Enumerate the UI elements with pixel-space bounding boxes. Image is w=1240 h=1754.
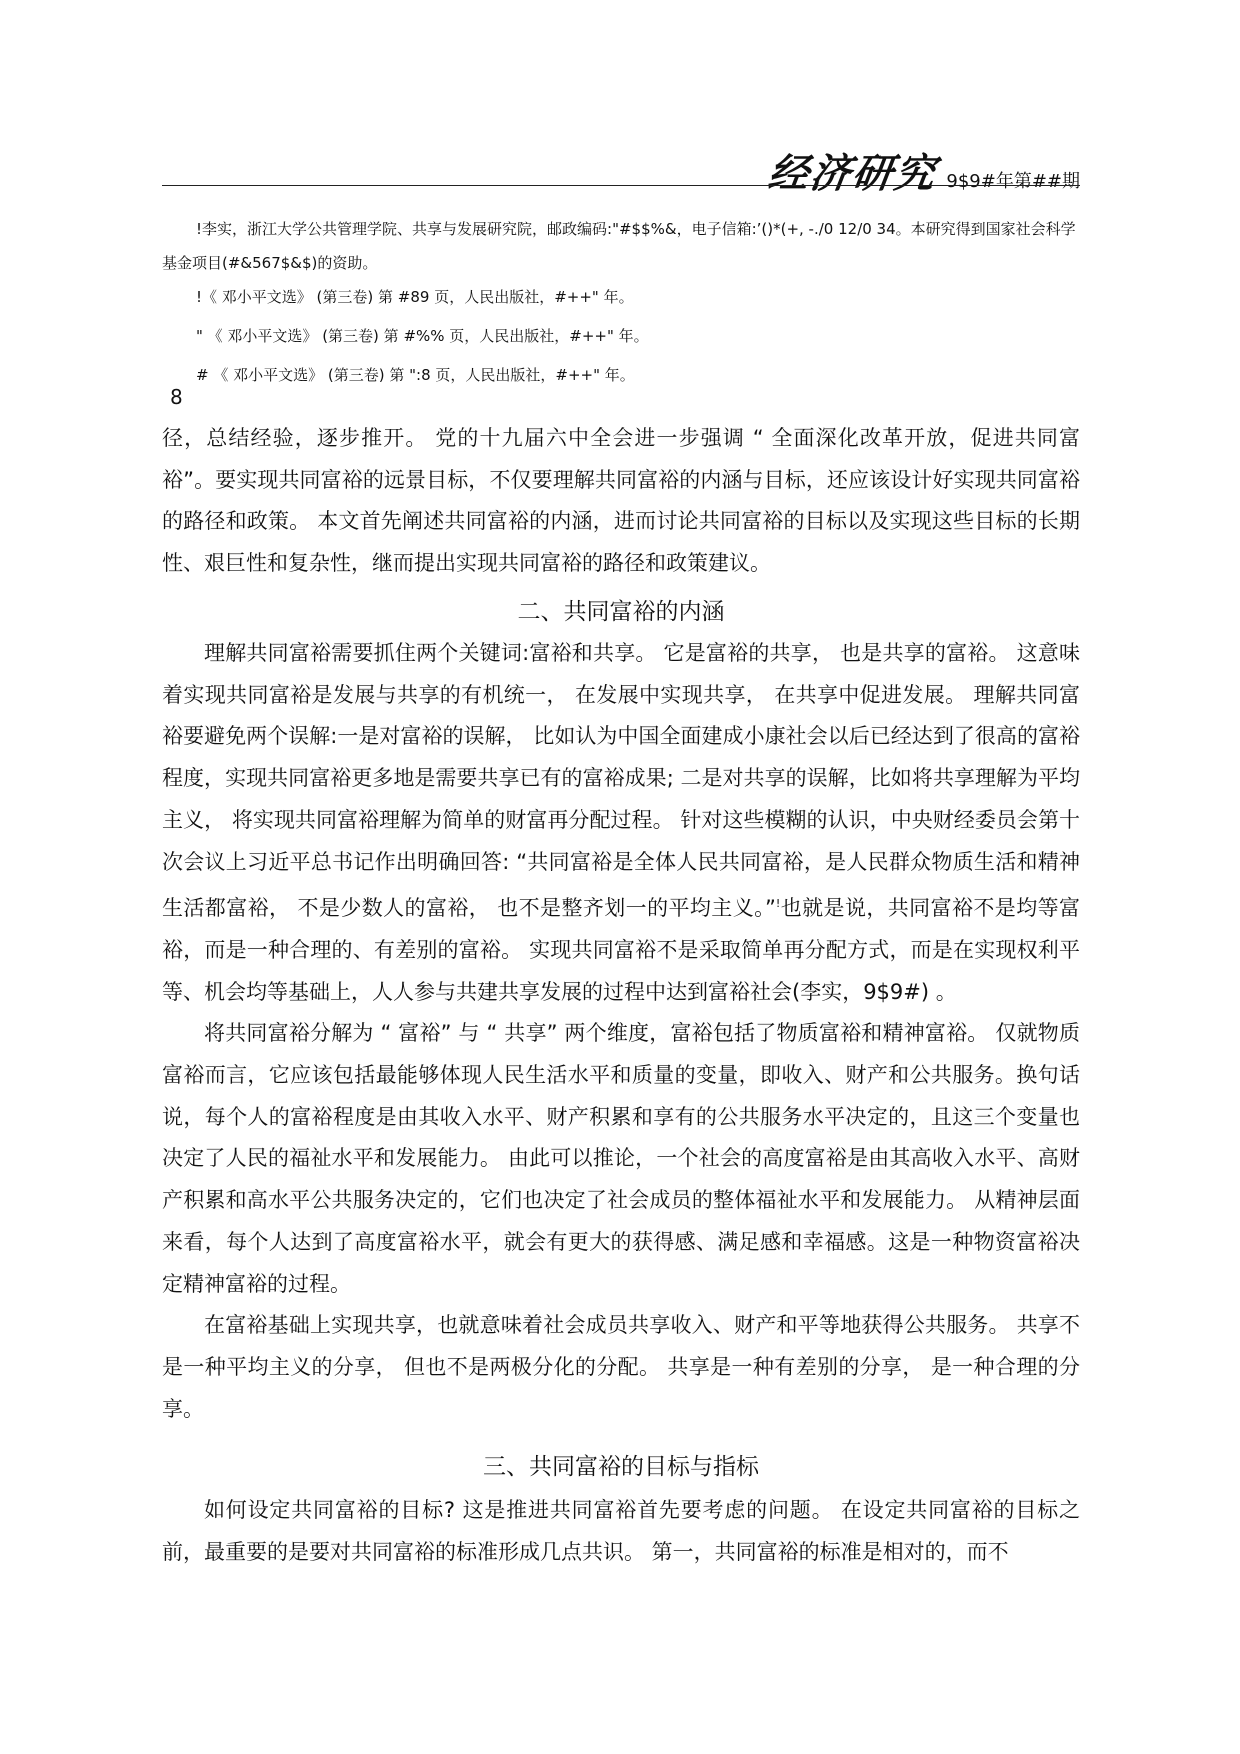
journal-name-logo: 经济研究 (765, 150, 941, 197)
journal-issue: 9$9#年第##期 (946, 171, 1080, 192)
page-number: 8 (170, 385, 183, 409)
header-divider (162, 185, 1080, 186)
footnote-1: !《 邓小平文选》 (第三卷) 第 #89 页，人民出版社，#++" 年。 (196, 288, 634, 306)
footnote-3: # 《 邓小平文选》 (第三卷) 第 ":8 页，人民出版社，#++" 年。 (196, 366, 635, 384)
journal-brand (765, 142, 1080, 199)
footnote-marker: ! (775, 897, 781, 911)
section-2-body (162, 633, 1080, 1430)
paragraph-text: 理解共同富裕需要抓住两个关键词:富裕和共享。 它是富裕的共享， 也是共享的富裕。 这意味着实现共同富裕是发展与共享的有机统一， 在发展中实现共享， 在共享中促进发展。 理解共同富裕要避免两个误解:一是对富裕的误解， 比如认为中国全面建成小康社会以后已经达到了很高的富裕程度，实现共同富裕更多地是需要共享已有的富裕成果; 二是对共享的误解，比如将共享理解为平均主义， 将实现共同富裕理解为简单的财富再分配过程。 针对这些模糊的认识，中央财经委员会第十次会议上习近平总书记作出明确回答: “共同富裕是全体人民共同富裕，是人民群众物质生活和精神生活都富裕， 不是少数人的富裕， 也不是整齐划一的平均主义。” (162, 641, 1080, 921)
section-heading-3: 三、共同富裕的目标与指标 (483, 1454, 759, 1480)
section-2-paragraph-2: 将共同富裕分解为 “ 富裕” 与 “ 共享” 两个维度，富裕包括了物质富裕和精神富裕。 仅就物质富裕而言，它应该包括最能够体现人民生活水平和质量的变量，即收入、财产和公共服务。换句话说，每个人的富裕程度是由其收入水平、财产积累和享有的公共服务水平决定的，且这三个变量也决定了人民的福祉水平和发展能力。 由此可以推论，一个社会的高度富裕是由其高收入水平、高财产积累和高水平公共服务决定的，它们也决定了社会成员的整体福祉水平和发展能力。 从精神层面来看，每个人达到了高度富裕水平，就会有更大的获得感、满足感和幸福感。这是一种物资富裕决定精神富裕的过程。 (162, 1021, 1080, 1296)
section-3-body (162, 1490, 1080, 1573)
section-3-paragraph-1: 如何设定共同富裕的目标? 这是推进共同富裕首先要考虑的问题。 在设定共同富裕的目标之前，最重要的是要对共同富裕的标准形成几点共识。 第一，共同富裕的标准是相对的，而不 (162, 1498, 1080, 1564)
section-heading-2: 二、共同富裕的内涵 (517, 599, 725, 625)
journal-header (162, 132, 1080, 197)
footnote-author: !李实，浙江大学公共管理学院、共享与发展研究院，邮政编码:"#$$%&，电子信箱:’()*(+, -./0 12/0 34。本研究得到国家社会科学基金项目(#&567$&$)的资助。 (162, 220, 1076, 272)
section-2-paragraph-3: 在富裕基础上实现共享，也就意味着社会成员共享收入、财产和平等地获得公共服务。 共享不是一种平均主义的分享， 但也不是两极分化的分配。 共享是一种有差别的分享， 是一种合理的分享。 (162, 1313, 1080, 1421)
section-2-paragraph-1 (162, 633, 1080, 1013)
article-body (162, 418, 1080, 585)
intro-paragraph: 径，总结经验，逐步推开。 党的十九届六中全会进一步强调 “ 全面深化改革开放，促进共同富裕”。要实现共同富裕的远景目标，不仅要理解共同富裕的内涵与目标，还应该设计好实现共同富裕的路径和政策。 本文首先阐述共同富裕的内涵，进而讨论共同富裕的目标以及实现这些目标的长期性、艰巨性和复杂性，继而提出实现共同富裕的路径和政策建议。 (162, 426, 1080, 576)
footnotes (162, 212, 1080, 401)
paragraph-text: 也就是说，共同富裕不是均等富裕，而是一种合理的、有差别的富裕。 实现共同富裕不是采取简单再分配方式，而是在实现权利平等、机会均等基础上，人人参与共建共享发展的过程中达到富裕社会(李实，9$9#) 。 (162, 896, 1081, 1004)
footnote-2: " 《 邓小平文选》 (第三卷) 第 #%% 页，人民出版社，#++" 年。 (196, 327, 649, 345)
